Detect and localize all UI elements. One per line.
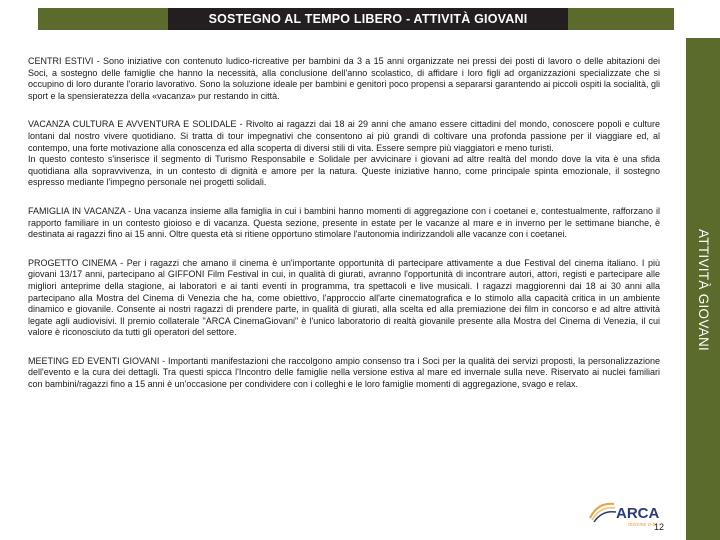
paragraph-famiglia-vacanza: FAMIGLIA IN VACANZA - Una vacanza insieme alla famiglia in cui i bambini hanno momenti di aggregazione con i coetanei e, contestualmente, rafforzano il rapporto familiare in un contesto gioioso e di vacanza. Questa sezione, presente in estate per le vacanze al mare e in inverno per le settimane bianche, è destinata ai ragazzi fino ai 15 anni. Oltre questa età si ritiene opportuno stimolare l'autonomia indirizzandoli alle vacanze con i coetanei. [28,205,660,240]
paragraph-progetto-cinema: PROGETTO CINEMA - Per i ragazzi che amano il cinema è un'importante opportunità di partecipare attivamente a due Festival del cinema italiano. I più giovani 13/17 anni, partecipano al GIFFONI Film Festival in cui, in qualità di giurati, avranno l'opportunità di incontrare autori, attori, registi e partecipare alle migliori anteprime della stagione, ai laboratori e ai tanti eventi in programma, tra spettacoli e live musicali. I ragazzi maggiorenni dai 18 ai 30 anni alla partecipano alla Mostra del Cinema di Venezia che ha, come obiettivo, l'approccio all'arte cinematografica e lo stimolo alla capacità critica in un ambiente dinamico e giovanile. Consente ai nostri ragazzi di prendere parte, in qualità di giurati, alla scelta ed alla premiazione dei film in concorso e ad altre attività legate agli audiovisivi. Il premio collaterale "ARCA CinemaGiovani" è l'unico laboratorio di realtà giovanile presente alla Mostra del Cinema di Venezia, il cui valore è riconosciuto da tutti gli operatori del settore. [28,257,660,338]
paragraph-vacanza-cultura-solidale: In questo contesto s'inserisce il segmento di Turismo Responsabile e Solidale per avvicinare i giovani ad altre realtà del mondo dove la vita è una sfida quotidiana alla sopravvivenza, in un contesto di dignità e amore per la natura. Queste iniziative hanno, come principale spinta emozionale, il sostegno espresso mediante l'impegno personale nei progetti solidali. [28,154,660,188]
logo-swoosh-orange [590,504,614,518]
logo-tagline: insieme a te [628,522,657,528]
page-title: SOSTEGNO AL TEMPO LIBERO - ATTIVITÀ GIOVANI [168,8,568,30]
content-body [28,56,660,408]
paragraph-meeting-eventi: MEETING ED EVENTI GIOVANI - Importanti manifestazioni che raccolgono ampio consenso tra i Soci per la qualità dei servizi proposti, la personalizzazione dell'evento e la cura dei dettagli. Tra questi spicca l'Incontro delle famiglie nella versione estiva al mare ed invernale sulla neve. Riservato ai nuclei familiari con bambini/ragazzi fino a 15 anni è un'occasione per condividere con i colleghi e le loro famiglie momenti di aggregazione, svago e relax. [28,355,660,390]
page-number: 12 [654,522,665,532]
paragraph-centri-estivi: CENTRI ESTIVI - Sono iniziative con contenuto ludico-ricreative per bambini da 3 a 15 anni organizzate nei pressi dei posti di lavoro o delle abitazioni dei Soci, a sostegno delle famiglie che hanno la necessità, alla conclusione dell'anno scolastico, di affidare i loro figli ad organizzazioni specializzate che si occupino di loro durante l'orario lavorativo. Sono la soluzione ideale per bambini e genitori poco propensi a separarsi garantendo ai piccoli ospiti la socialità, gli sport e la spensieratezza della «vacanza» pur restando in città. [28,56,660,101]
side-section-label: ATTIVITÀ GIOVANI [696,228,711,352]
header-bar [38,8,674,30]
logo-wordmark: ARCA [616,505,660,522]
paragraph-vacanza-cultura: VACANZA CULTURA E AVVENTURA E SOLIDALE - Rivolto ai ragazzi dai 18 ai 29 anni che amano essere cittadini del mondo, conoscere popoli e culture lontani dal nostro vivere quotidiano. Si tratta di tour impegnativi che consentono ai più grandi di coltivare una profonda passione per il viaggiare ed, al contempo, una forte motivazione alla conoscenza ed alla scoperta di diversi stili di vita. Essere sempre più viaggiatori e meno turisti. [28,119,660,153]
